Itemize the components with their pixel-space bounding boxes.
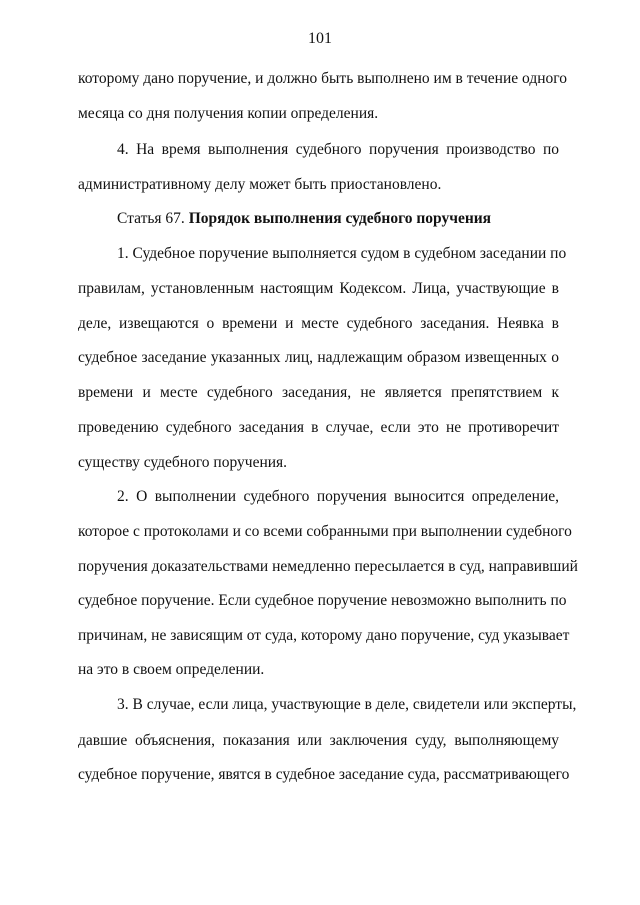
page-number: 101 — [308, 30, 332, 47]
text-line: судебное заседание указанных лиц, надлежащим образом извещенных о — [78, 349, 559, 366]
text-line: административному делу может быть приостановлено. — [78, 176, 442, 193]
text-line: которое с протоколами и со всеми собранными при выполнении судебного — [78, 523, 572, 540]
text-line: которому дано поручение, и должно быть выполнено им в течение одного — [78, 70, 567, 87]
text-line: 1. Судебное поручение выполняется судом в судебном заседании по — [117, 245, 567, 262]
text-line: деле, извещаются о времени и месте судебного заседания. Неявка в — [78, 315, 559, 332]
text-line: давшие объяснения, показания или заключения суду, выполняющему — [78, 732, 559, 749]
article-label: Статья 67. — [117, 210, 185, 227]
text-line: 3. В случае, если лица, участвующие в деле, свидетели или эксперты, — [117, 696, 577, 713]
text-line: на это в своем определении. — [78, 661, 265, 678]
text-line: существу судебного поручения. — [78, 454, 288, 471]
text-line: правилам, установленным настоящим Кодексом. Лица, участвующие в — [78, 280, 559, 297]
article-heading — [117, 209, 559, 229]
text-line: 4. На время выполнения судебного поручения производство по — [117, 141, 559, 158]
text-line: поручения доказательствами немедленно пересылается в суд, направивший — [78, 558, 578, 575]
text-line: 2. О выполнении судебного поручения выносится определение, — [117, 488, 559, 505]
text-line: времени и месте судебного заседания, не является препятствием к — [78, 384, 559, 401]
text-line: судебное поручение, явятся в судебное заседание суда, рассматривающего — [78, 766, 570, 783]
text-line: проведению судебного заседания в случае, если это не противоречит — [78, 419, 559, 436]
article-title: Порядок выполнения судебного поручения — [188, 210, 492, 227]
text-line: месяца со дня получения копии определения. — [78, 105, 379, 122]
text-line: судебное поручение. Если судебное поручение невозможно выполнить по — [78, 592, 567, 609]
text-line: причинам, не зависящим от суда, которому дано поручение, суд указывает — [78, 627, 570, 644]
